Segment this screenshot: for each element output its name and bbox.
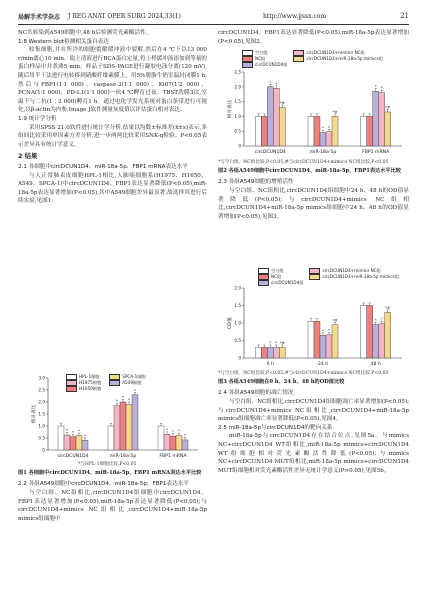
significance-mark: * [178,428,180,434]
bar [126,404,132,450]
y-tick-label: 1.0 [234,113,241,119]
legend-item: circDCUN1D4+mimics NC组 [293,50,383,56]
bar [320,133,326,146]
y-axis-label: OD值 [228,317,233,329]
bar [261,348,267,359]
significance-mark: * [134,387,136,393]
bar [326,132,332,146]
bar [373,91,379,146]
bar [164,434,170,450]
bar [176,436,182,450]
figure-2-legend [242,50,383,68]
significance-mark: * [122,394,124,400]
y-tick-label: 0 [42,447,45,453]
journal-en: J REG ANAT OPER SURG 2024,33(1) [68,12,181,20]
legend-item: circDCUN1D4+miR-18a-5p mimics组 [309,274,399,280]
para: 与空白组、NC组相比,circDCUN1D4组细胞中circDCUN1D4、FBP1表达显著增加(P<0.05),miR-18a-5p表达显著降低(P<0.05);与circDCUN1D4+mimics NC组相比,circDCUN1D4+miR-18a-5p mimics组细胞中 [18,490,207,522]
significance-mark: * [322,125,324,131]
significance-mark: * [184,432,186,438]
significance-mark: * [374,83,377,89]
bar [385,313,391,359]
figure-note: *与空白组、NC组比较,P<0.05;#与circDCUN1D4+mimics NC组比较,P<0.05 [218,160,389,165]
x-tick-label: FBP1 mRNA [362,150,390,155]
bar [267,87,273,146]
figure-caption: 图1 各细胞中circDCUN1D4、miR-18a-5p、FBP1 mRNA表达水平比较 [18,470,202,476]
bar [70,437,76,450]
significance-mark: * [84,432,86,438]
bar [255,348,261,359]
legend-item: circDCUN1D4组 [242,62,287,68]
significance-mark: *# [332,317,338,323]
section-heading: 2.2 各组A549细胞中circDCUN1D4、miR-18a-5p、FBP1表达水平 [18,481,189,488]
figure-note: *与HPL-1细胞比较,P<0.05 [78,462,137,467]
journal-cn: 局解手术学杂志 [18,13,61,21]
bar [279,108,285,146]
figure-2 [218,50,409,160]
bar [361,306,367,359]
significance-mark: * [275,80,278,86]
y-tick-label: 0.5 [38,435,45,441]
section-heading: 1.8 Western blot检测相关蛋白表达 [18,38,109,45]
x-tick-label: miR-18a-5p [309,150,337,155]
bar [255,116,261,146]
legend-item: NC组 [258,274,303,280]
page-number: 21 [400,12,409,20]
left-column-bottom [18,462,207,523]
y-tick-label: 1.5 [38,411,45,417]
legend-item: 空白组 [258,268,303,274]
bar [120,402,126,450]
y-tick-label: 1.5 [234,99,241,105]
header-rule [18,24,409,25]
y-tick-label: 0 [238,143,241,149]
figure-caption: 图2 各组A549细胞中circDCUN1D4、miR-18a-5p、FBP1表达水平比较 [218,168,401,174]
significance-mark: * [275,340,278,345]
figure-1 [18,370,207,462]
y-tick-label: 1.5 [234,303,241,308]
legend-item: HPL-1细胞 [66,374,101,380]
bar [320,335,326,358]
legend-item: H1650细胞 [66,386,101,392]
bar [64,435,70,450]
left-column [18,29,207,206]
y-tick-label: 0 [238,355,241,361]
bar [132,395,138,450]
para: 与人正常肺表皮细胞HPL-1相比,人肺癌细胞系(H1975、H1650、A549、SPCA-1)中circDCUN1D4、FBP1表达显著降低(P<0.05),miR-18a-5p表达显著增加(P<0.05),其中A549细胞差异最显著,故选择其进行后续实验,见图1。 [18,172,207,205]
bar [385,112,391,146]
y-tick-label: 1.0 [38,423,45,429]
legend-item: circDCUN1D4+mimics NC组 [309,268,399,274]
bar [308,321,314,358]
figure-3 [218,268,409,371]
legend-item: H1975细胞 [66,380,101,386]
significance-mark: *# [279,340,285,345]
y-tick-label: 2.5 [38,387,45,393]
significance-mark: *# [385,104,391,110]
running-header [18,10,409,22]
y-tick-label: 0.5 [234,128,241,134]
x-tick-label: miR-18a-5p [109,454,137,459]
bar [379,324,385,358]
significance-mark: * [172,428,174,434]
significance-mark: * [380,316,383,322]
bar [108,426,114,450]
y-tick-label: 2.0 [234,84,241,90]
bar [367,116,373,146]
bar [332,116,338,146]
section-heading: 1.9 统计学分析 [18,115,57,122]
x-tick-label: circDCUN1D4 [57,454,89,459]
y-tick-label: 0.5 [234,338,241,343]
significance-mark: * [374,317,377,323]
legend-item: circDCUN1D4+miR-18a-5p mimics组 [293,56,383,62]
significance-mark: *# [385,305,391,310]
bar [361,116,367,146]
legend-item: circDCUN1D4组 [258,280,303,286]
y-tick-label: 2.0 [38,399,45,405]
para: 收集细胞,并在所冷的细胞裂解缓冲液中裂解,然后在4 ℃下以13 000 r/min离心10 min。取上清液进行BCA蛋白定量,将上样缓冲液添加到等量的蛋白样品中并煮沸5 min。样品于SDS-PAGE进行凝胶电泳分离(120 mV),随后用半干法进行电转移到硝酸纤维素膜上。用5%脱脂牛奶室温封闭膜1 h,然后与FBP1(1∶1 000)、caspase-3(1∶1 000)、Ki67(1∶2 000)、PCNA(1∶1 000)、PD-L1(1∶1 000)一抗4 ℃孵育过夜。TBST洗膜3次,室温下与二抗(1∶2 000)孵育1 h。通过电化学发光系统对蛋白条带进行可视化,以β-actin为内参,Image J软件测量灰度值以评估蛋白相对表达。 [18,47,208,114]
bar [76,436,82,450]
section-heading: 2.3 各组A549细胞的增殖活性 [218,179,294,186]
significance-mark: * [66,427,68,433]
y-tick-label: 1.0 [234,320,241,326]
section-heading: 2.5 miR-18a-5p与circDCUN1D4的靶向关系 [218,424,333,431]
legend-item: NC组 [242,56,287,62]
significance-mark: *# [279,100,285,106]
x-tick-label: FBP1 mRNA [159,454,187,459]
significance-mark: * [116,398,118,404]
bar [379,93,385,146]
significance-mark: * [72,429,74,435]
para: NC共转染到A549细胞中,48 h后检测荧光素酶活性。 [18,30,152,36]
significance-mark: * [328,124,330,130]
bar [279,348,285,359]
bar [82,440,88,450]
right-column-bottom [218,371,409,475]
significance-mark: * [269,79,272,85]
x-tick-label: 24 h [317,362,329,367]
bar [273,88,279,146]
para: miR-18a-5p与circDCUN1D4存在结合位点,见图5a。与mimics NC+circDCUN1D4 WT组相比,miR-18a-5p mimics+circDCUN1D4 WT组细胞相对荧光素酶活性降低(P<0.05);与mimics NC+circDCUN1D4 MUT组相比,miR-18a-5p mimics+circDCUN1D4 MUT组细胞相对荧光素酶活性差异无统计学意义(P>0.05),见图5b。 [218,433,409,474]
significance-mark: * [166,426,168,432]
legend-item: 空白组 [242,50,287,56]
journal-url[interactable]: http://www.jjssx.com [263,12,327,20]
y-tick-label: 2.5 [234,69,241,75]
bar [308,116,314,146]
significance-mark: * [128,396,130,402]
y-axis-label: 相对表达 [32,404,37,424]
significance-mark: * [269,340,272,345]
bar [373,325,379,358]
right-column-mid [218,160,409,221]
section-heading: 2.4 各组A549细胞的凋亡情况 [218,390,294,397]
bar [267,348,273,359]
bar [314,321,320,358]
y-axis-label: 相对表达 [228,99,233,119]
significance-mark: * [78,428,80,434]
bar [114,406,120,450]
section-heading: 2 结果 [18,152,38,161]
para: circDCUN1D4、FBP1表达显著降低(P<0.05),miR-18a-5p表达显著增加(P<0.05),见图2。 [218,30,409,45]
significance-mark: *# [332,108,338,114]
bar [273,348,279,359]
x-tick-label: circDCUN1D4 [254,150,286,155]
legend-item: A549细胞 [109,380,145,386]
bar [182,440,188,450]
bar [58,426,64,450]
bar [261,116,267,146]
figure-caption: 图3 各组A549细胞在0 h、24 h、48 h的OD值比较 [218,379,345,385]
para: 与空白组、NC组相比,circDCUN1D4组细胞凋亡率显著增加(P<0.05);与circDCUN1D4+mimics NC组相比,circDCUN1D4+miR-18a-5p mimics组细胞凋亡率显著降低(P<0.05),见图4。 [218,399,409,423]
x-tick-label: 48 h [370,362,381,367]
figure-note: *与空白组、NC组比较,P<0.05;#与circDCUN1D4+mimics NC组比较,P<0.05 [218,371,389,376]
x-tick-label: 0 h [266,362,274,367]
bar [367,306,373,359]
y-tick-label: 3.0 [38,375,45,381]
legend-item: SPCA-1细胞 [109,374,145,380]
significance-mark: * [322,327,324,333]
bar [158,426,164,450]
y-tick-label: 2.0 [234,285,241,291]
figure-1-legend [66,374,146,392]
bar [170,436,176,450]
section-heading: 2.1 各细胞中circDCUN1D4、miR-18a-5p、FBP1 mRNA表达水平 [18,163,188,170]
para: 采用SPSS 21.0软件进行统计学分析,结果以均数±标准差(x̄±s)表示,多组间比较采用单因素方差分析,进一步两两比较采用SNK-q检验。P<0.05表示差异具有统计学意义。 [18,124,207,148]
para: 与空白组、NC组相比,circDCUN1D4组细胞中24 h、48 h的OD值显著降低(P<0.05);与circDCUN1D4+mimics NC组相比,circDCUN1D4+miR-18a-5p mimics组细胞中24 h、48 h的OD值显著增加(P<0.05),见图3。 [218,188,409,220]
significance-mark: * [328,327,330,333]
bar [332,325,338,358]
bar [314,116,320,146]
bar [326,335,332,358]
right-column [218,29,409,46]
significance-mark: * [380,85,383,91]
figure-3-legend [258,268,399,286]
